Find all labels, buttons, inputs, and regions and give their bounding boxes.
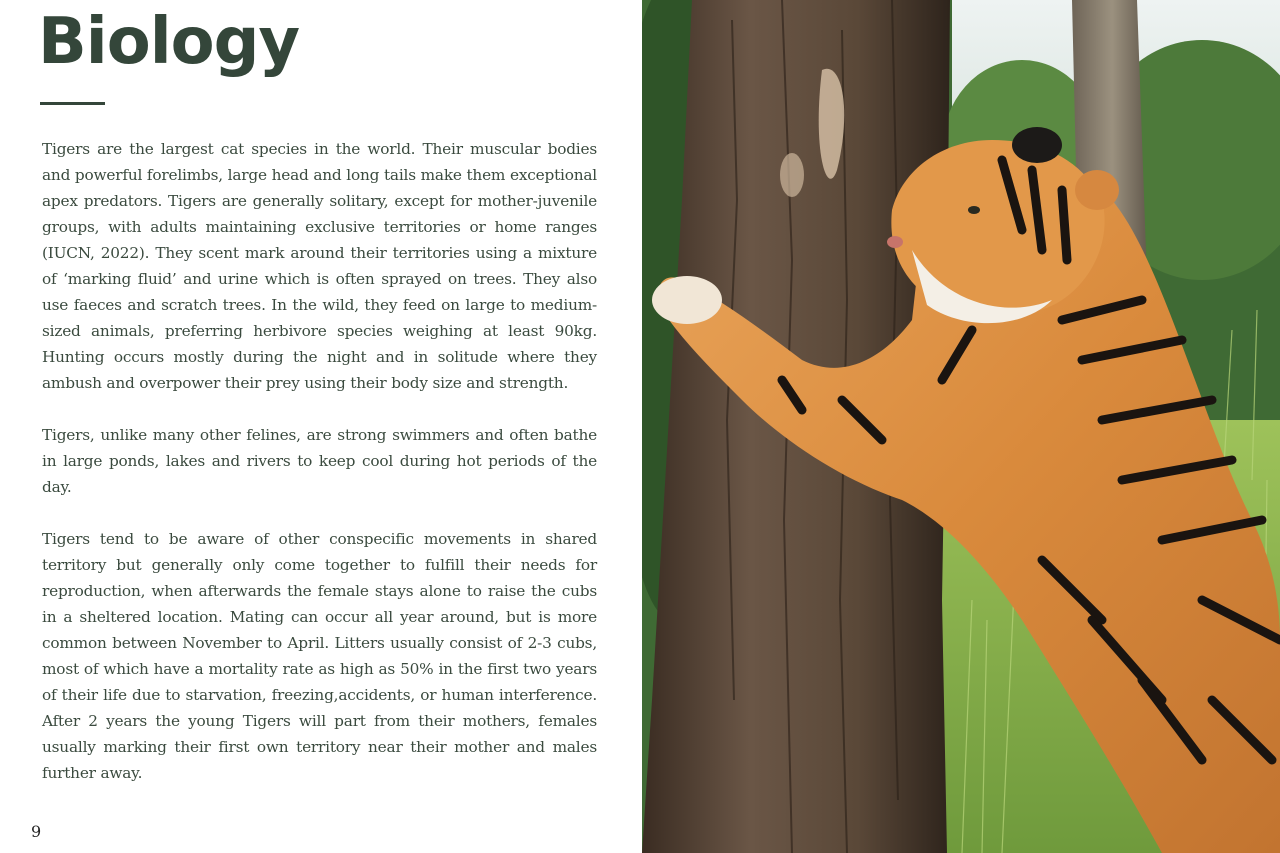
paragraph-3: Tigers tend to be aware of other conspecific movements in shared territory but generally only come together to fulfill their needs for reproduction, when afterwards the female stays alone to raise the cubs in a sheltered location. Mating can occur all year around, but is more common between November to April. Litters usually consist of 2-3 cubs, most of which have a mortality rate as high as 50% in the first two years of their life due to starvation, freezing,accidents, or human interference. After 2 years the young Tigers will part from their mothers, females usually marking their first own territory near their mother and males further away. xyxy=(42,530,597,782)
page-number: 9 xyxy=(31,822,42,841)
tiger-eye xyxy=(968,206,980,214)
page-title: Biology xyxy=(38,5,300,79)
tiger-ear-right xyxy=(1075,170,1119,210)
body-text xyxy=(42,136,597,812)
tiger-nose xyxy=(887,236,903,248)
bark-pale-patch xyxy=(780,153,804,197)
title-underline xyxy=(40,102,105,105)
paragraph-2: Tigers, unlike many other felines, are strong swimmers and often bathe in large ponds, lakes and rivers to keep cool during hot periods of the day. xyxy=(42,426,597,496)
paragraph-1: Tigers are the largest cat species in the world. Their muscular bodies and powerful forelimbs, large head and long tails make them exceptional apex predators. Tigers are generally solitary, except for mother-juvenile groups, with adults maintaining exclusive territories or home ranges (IUCN, 2022). They scent mark around their territories using a mixture of ‘marking fluid’ and urine which is often sprayed on trees. They also use faeces and scratch trees. In the wild, they feed on large to medium-sized animals, preferring herbivore species weighing at least 90kg. Hunting occurs mostly during the night and in solitude where they ambush and overpower their prey using their body size and strength. xyxy=(42,140,597,392)
tiger-ear-left xyxy=(1012,127,1062,163)
tiger-paw xyxy=(652,276,722,324)
tiger-photo xyxy=(642,0,1280,853)
